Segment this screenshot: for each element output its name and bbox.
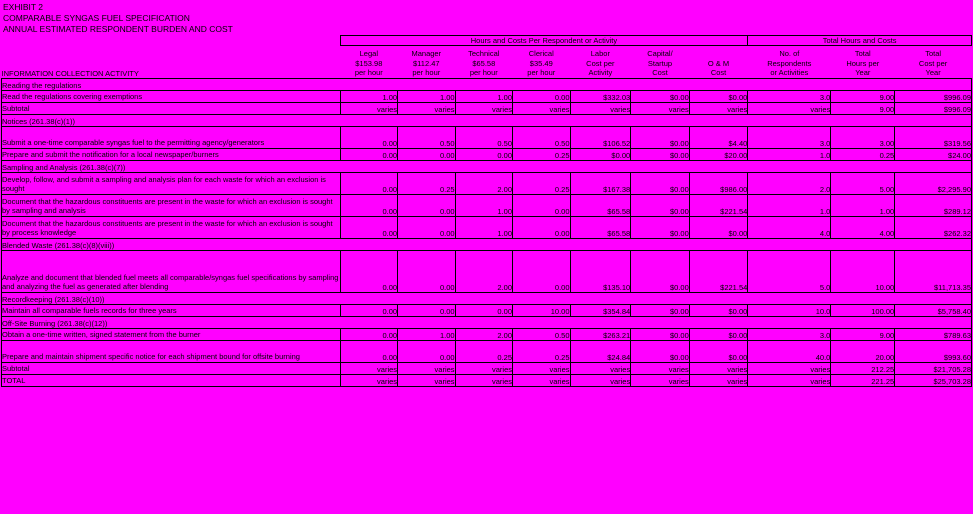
column-header-labor-cost-line2: Cost per (586, 58, 615, 68)
cell-value: varies (631, 102, 690, 114)
cell-value: 4.00 (831, 216, 895, 238)
column-header-technical-line1: Technical (468, 49, 500, 58)
cell-value: 0.00 (513, 216, 570, 238)
cell-value: $221.54 (689, 250, 748, 292)
cell-value: varies (748, 102, 831, 114)
column-header-om-line1: O & M (707, 58, 730, 68)
column-header-total-cost-line2: Cost per (918, 58, 948, 68)
cell-value: 2.00 (455, 172, 512, 194)
cell-value: varies (340, 362, 397, 374)
section-row (2, 78, 972, 90)
group-header-blank (2, 36, 341, 46)
cell-value: $0.00 (631, 194, 690, 216)
cell-value: 0.25 (398, 172, 455, 194)
section-row (2, 114, 972, 126)
cell-value: $0.00 (689, 328, 748, 340)
cell-value: $20.00 (689, 148, 748, 160)
cell-value: 3.00 (831, 126, 895, 148)
cell-value: 0.00 (340, 172, 397, 194)
table-row (2, 304, 972, 316)
table-row (2, 374, 972, 386)
cell-value: $319.56 (895, 126, 972, 148)
cell-value: 0.00 (513, 250, 570, 292)
cell-value: $986.00 (689, 172, 748, 194)
column-header-capital (631, 49, 690, 78)
cell-value: varies (748, 374, 831, 386)
section-row (2, 292, 972, 304)
column-header-capital-line1: Capital/ (647, 49, 673, 58)
cell-value: $221.54 (689, 194, 748, 216)
title-line-2: COMPARABLE SYNGAS FUEL SPECIFICATION (3, 13, 190, 23)
table-row (2, 102, 972, 114)
column-header-om (689, 49, 748, 78)
cell-value: 3.0 (748, 90, 831, 102)
activity-label: Obtain a one-time written, signed statement from the burner (2, 328, 341, 340)
table-row (2, 250, 972, 292)
cell-value: 212.25 (831, 362, 895, 374)
cell-value: 0.25 (455, 340, 512, 362)
cell-value: 1.0 (748, 148, 831, 160)
cell-value: 0.50 (513, 328, 570, 340)
cell-value: 4.0 (748, 216, 831, 238)
cell-value: varies (513, 374, 570, 386)
activity-label: Read the regulations covering exemptions (2, 90, 341, 102)
cell-value: 2.0 (748, 172, 831, 194)
cell-value: $0.00 (689, 216, 748, 238)
table-row (2, 148, 972, 160)
cell-value: 3.0 (748, 328, 831, 340)
cell-value: varies (689, 374, 748, 386)
cell-value: 5.0 (748, 250, 831, 292)
cell-value: varies (631, 362, 690, 374)
column-header-activity: INFORMATION COLLECTION ACTIVITY (2, 49, 341, 78)
column-header-total-cost-line1: Total (925, 49, 942, 58)
column-header-technical (455, 49, 512, 78)
cell-value: 10.00 (831, 250, 895, 292)
column-header-manager-line3: per hour (412, 68, 441, 77)
cell-value: 0.00 (340, 194, 397, 216)
cell-value: 1.00 (340, 90, 397, 102)
cell-value: $993.60 (895, 340, 972, 362)
cell-value: $996.09 (895, 90, 972, 102)
cell-value: 1.00 (455, 90, 512, 102)
column-header-capital-line3: Cost (652, 68, 668, 77)
cell-value: $263.21 (570, 328, 631, 340)
cell-value: $0.00 (631, 216, 690, 238)
cell-value: 0.00 (340, 148, 397, 160)
cell-value: 0.00 (398, 216, 455, 238)
cell-value: 10.00 (513, 304, 570, 316)
cell-value: $25,703.28 (895, 374, 972, 386)
table-body (2, 78, 972, 386)
cell-value: varies (748, 362, 831, 374)
cell-value: $0.00 (631, 340, 690, 362)
activity-label: Submit a one-time comparable syngas fuel to the permitting agency/generators (2, 126, 341, 148)
column-header-legal-line2: $153.98 (355, 58, 383, 68)
column-header-clerical (513, 49, 570, 78)
cell-value: $21,705.28 (895, 362, 972, 374)
cell-value: $0.00 (631, 304, 690, 316)
cell-value: 40.0 (748, 340, 831, 362)
column-header-labor-cost-line1: Labor (590, 49, 610, 58)
cell-value: $0.00 (631, 148, 690, 160)
section-label: Notices (261.38(c)(1)) (2, 114, 972, 126)
cell-value: $332.03 (570, 90, 631, 102)
column-header-respondents (748, 49, 831, 78)
group-header-total: Total Hours and Costs (748, 36, 972, 46)
cell-value: 0.00 (455, 148, 512, 160)
cell-value: varies (513, 362, 570, 374)
cell-value: 0.00 (340, 126, 397, 148)
activity-label: Subtotal (2, 102, 341, 114)
column-header-total-hours-line3: Year (855, 68, 871, 77)
cell-value: 9.00 (831, 328, 895, 340)
cell-value: $0.00 (631, 172, 690, 194)
table-row (2, 194, 972, 216)
cell-value: $789.63 (895, 328, 972, 340)
cell-value: $11,713.35 (895, 250, 972, 292)
cell-value: $0.00 (689, 340, 748, 362)
cell-value: 1.00 (831, 194, 895, 216)
cell-value: varies (398, 102, 455, 114)
cell-value: 1.00 (398, 90, 455, 102)
cell-value: 0.00 (340, 250, 397, 292)
cell-value: $65.58 (570, 194, 631, 216)
column-header-technical-line3: per hour (469, 68, 498, 77)
column-header-clerical-line2: $35.49 (529, 58, 553, 68)
cell-value: varies (340, 102, 397, 114)
cell-value: 0.00 (455, 304, 512, 316)
cell-value: 20.00 (831, 340, 895, 362)
cell-value: 0.00 (340, 340, 397, 362)
section-label: Reading the regulations (2, 78, 972, 90)
column-header-manager-line2: $112.47 (413, 58, 440, 68)
cell-value: $106.52 (570, 126, 631, 148)
cell-value: 0.25 (513, 340, 570, 362)
cell-value: $167.38 (570, 172, 631, 194)
activity-label: Analyze and document that blended fuel meets all comparable/syngas fuel specifications by sampling and analyzing the fuel as generated after blending (2, 250, 341, 292)
cell-value: varies (570, 374, 631, 386)
activity-label: Develop, follow, and submit a sampling and analysis plan for each waste for which an exclusion is sought (2, 172, 341, 194)
cell-value: 0.00 (340, 216, 397, 238)
cell-value: 0.00 (398, 304, 455, 316)
column-header-respondents-line1: No. of (779, 49, 800, 58)
table-row (2, 216, 972, 238)
cell-value: $5,758.40 (895, 304, 972, 316)
cell-value: $354.84 (570, 304, 631, 316)
cell-value: 0.50 (455, 126, 512, 148)
cell-value: varies (689, 362, 748, 374)
cell-value: varies (570, 102, 631, 114)
cell-value: varies (631, 374, 690, 386)
column-header-legal (340, 49, 397, 78)
cell-value: varies (455, 374, 512, 386)
cell-value: varies (570, 362, 631, 374)
burden-cost-table (1, 35, 972, 387)
cell-value: 1.00 (398, 328, 455, 340)
activity-label: TOTAL (2, 374, 341, 386)
activity-label: Prepare and submit the notification for a local newspaper/burners (2, 148, 341, 160)
cell-value: varies (689, 102, 748, 114)
cell-value: 0.00 (513, 194, 570, 216)
column-header-labor-cost (570, 49, 631, 78)
activity-label: Maintain all comparable fuels records for three years (2, 304, 341, 316)
column-header-clerical-line1: Clerical (528, 49, 554, 58)
section-row (2, 160, 972, 172)
section-label: Blended Waste (261.38(c)(8)(viii)) (2, 238, 972, 250)
group-header-row (2, 36, 972, 46)
cell-value: 0.00 (398, 148, 455, 160)
section-label: Off-Site Burning (261.38(c)(12)) (2, 316, 972, 328)
cell-value: 100.00 (831, 304, 895, 316)
cell-value: $0.00 (631, 328, 690, 340)
column-header-row (2, 49, 972, 78)
cell-value: 0.25 (513, 172, 570, 194)
column-header-capital-line2: Startup (647, 58, 673, 68)
section-label: Recordkeeping (261.38(c)(10)) (2, 292, 972, 304)
title-line-3: ANNUAL ESTIMATED RESPONDENT BURDEN AND COST (3, 24, 233, 34)
column-header-clerical-line3: per hour (527, 68, 556, 77)
cell-value: varies (398, 362, 455, 374)
cell-value: 2.00 (455, 250, 512, 292)
cell-value: 9.00 (831, 90, 895, 102)
cell-value: 0.00 (398, 194, 455, 216)
cell-value: 1.00 (455, 194, 512, 216)
table-row (2, 90, 972, 102)
title-line-1: EXHIBIT 2 (3, 2, 43, 12)
cell-value: $0.00 (631, 126, 690, 148)
cell-value: $135.10 (570, 250, 631, 292)
cell-value: 10.0 (748, 304, 831, 316)
column-header-legal-line3: per hour (354, 68, 383, 77)
column-header-total-cost (895, 49, 972, 78)
cell-value: $289.12 (895, 194, 972, 216)
cell-value: 9.00 (831, 102, 895, 114)
column-header-technical-line2: $65.58 (472, 58, 496, 68)
cell-value: $2,295.90 (895, 172, 972, 194)
cell-value: $0.00 (631, 90, 690, 102)
column-header-total-hours-line1: Total (854, 49, 871, 58)
cell-value: varies (455, 102, 512, 114)
cell-value: varies (455, 362, 512, 374)
cell-value: 0.00 (513, 90, 570, 102)
cell-value: $0.00 (689, 304, 748, 316)
cell-value: $24.84 (570, 340, 631, 362)
cell-value: $262.32 (895, 216, 972, 238)
group-header-per-respondent: Hours and Costs Per Respondent or Activity (340, 36, 748, 46)
cell-value: varies (340, 374, 397, 386)
column-header-total-cost-line3: Year (925, 68, 941, 77)
activity-label: Document that the hazardous constituents are present in the waste for which an exclusion is sought by sampling and analysis (2, 194, 341, 216)
title-block (0, 0, 973, 35)
column-header-manager-line1: Manager (411, 49, 442, 58)
column-header-total-hours (831, 49, 895, 78)
column-header-legal-line1: Legal (359, 49, 378, 58)
cell-value: 0.50 (398, 126, 455, 148)
cell-value: 0.00 (340, 328, 397, 340)
cell-value: varies (398, 374, 455, 386)
activity-label: Document that the hazardous constituents are present in the waste for which an exclusion is sought by process knowledge (2, 216, 341, 238)
column-header-respondents-line2: Respondents (767, 58, 812, 68)
cell-value: $24.00 (895, 148, 972, 160)
cell-value: 0.25 (513, 148, 570, 160)
column-header-total-hours-line2: Hours per (846, 58, 880, 68)
table-row (2, 340, 972, 362)
activity-label: Prepare and maintain shipment specific notice for each shipment bound for offsite burning (2, 340, 341, 362)
cell-value: $0.00 (689, 90, 748, 102)
cell-value: 0.00 (398, 250, 455, 292)
cell-value: $996.09 (895, 102, 972, 114)
cell-value: $4.40 (689, 126, 748, 148)
cell-value: $0.00 (570, 148, 631, 160)
cell-value: 0.00 (340, 304, 397, 316)
section-row (2, 238, 972, 250)
cell-value: varies (513, 102, 570, 114)
table-row (2, 126, 972, 148)
table-row (2, 328, 972, 340)
column-header-respondents-line3: or Activities (770, 68, 809, 77)
section-row (2, 316, 972, 328)
column-header-om-line2: Cost (710, 68, 727, 77)
table-row (2, 362, 972, 374)
cell-value: 0.25 (831, 148, 895, 160)
cell-value: 1.0 (748, 194, 831, 216)
column-header-manager (398, 49, 455, 78)
cell-value: $65.58 (570, 216, 631, 238)
cell-value: 0.50 (513, 126, 570, 148)
cell-value: 2.00 (455, 328, 512, 340)
cell-value: 0.00 (398, 340, 455, 362)
table-row (2, 172, 972, 194)
cell-value: 221.25 (831, 374, 895, 386)
cell-value: $0.00 (631, 250, 690, 292)
cell-value: 5.00 (831, 172, 895, 194)
cell-value: 1.00 (455, 216, 512, 238)
column-header-labor-cost-line3: Activity (588, 68, 613, 77)
activity-label: Subtotal (2, 362, 341, 374)
cell-value: 3.0 (748, 126, 831, 148)
section-label: Sampling and Analysis (261.38(c)(7)) (2, 160, 972, 172)
